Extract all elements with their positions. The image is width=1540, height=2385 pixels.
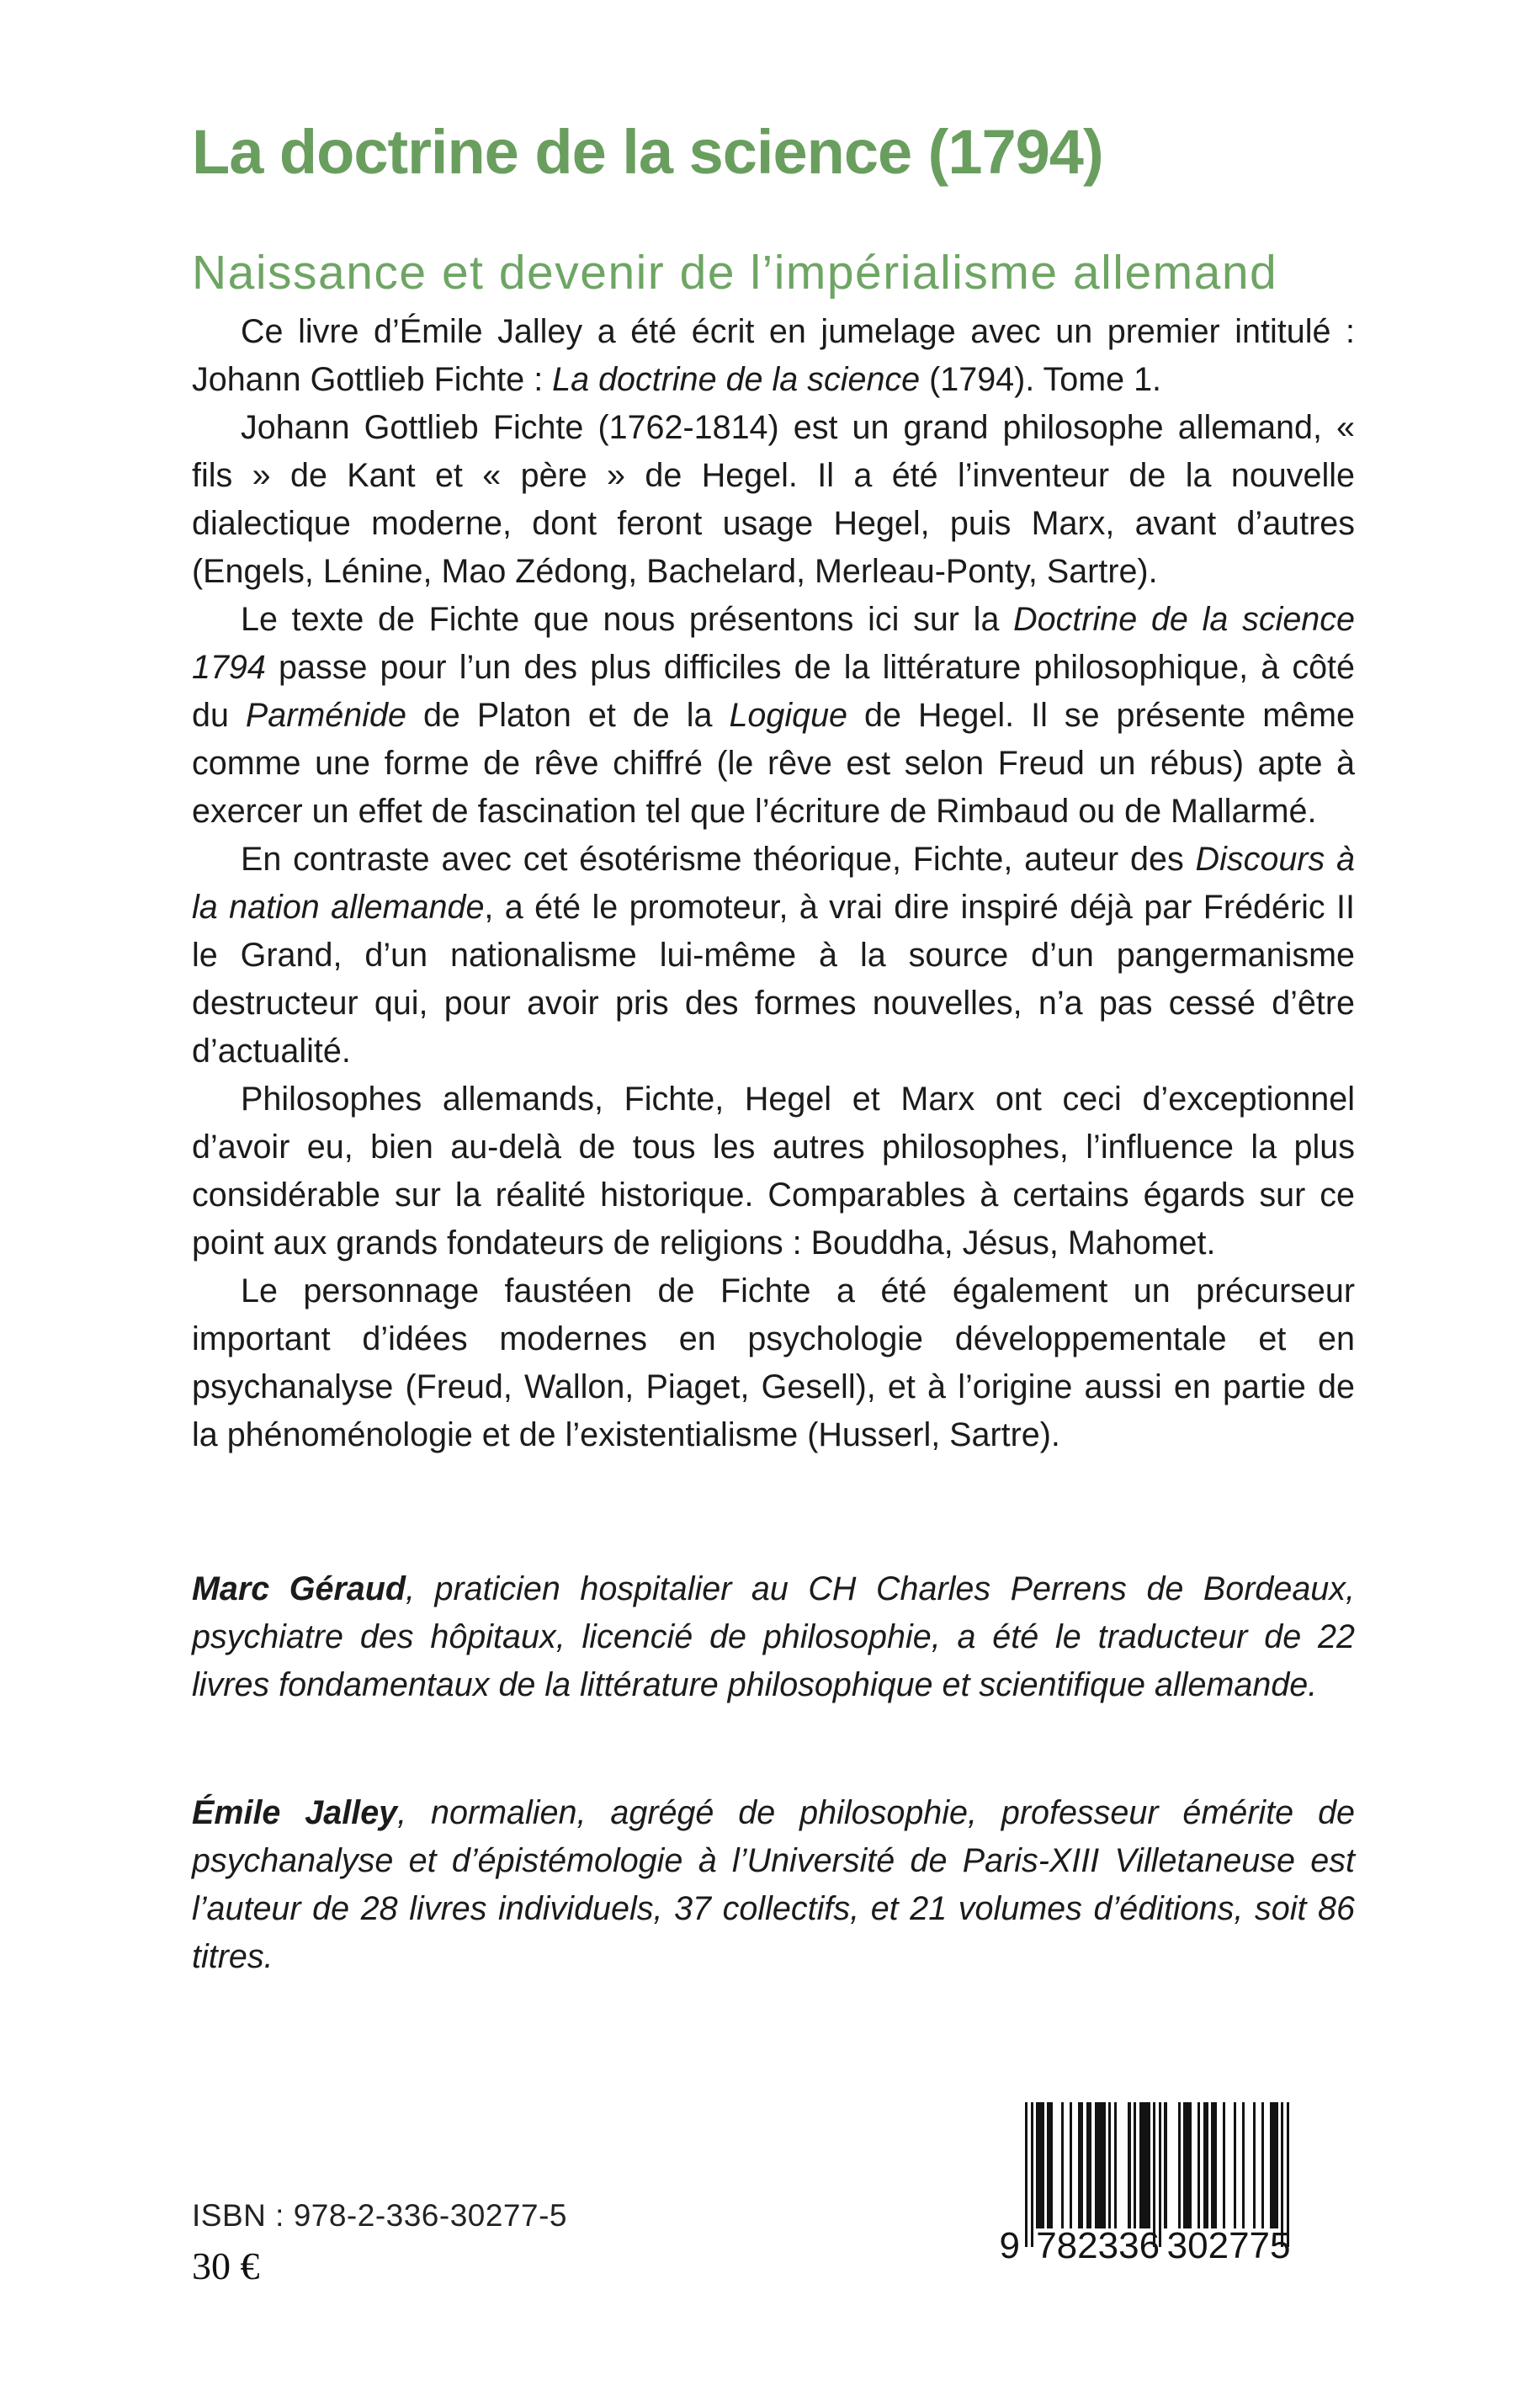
barcode-bar bbox=[1197, 2102, 1200, 2228]
barcode-digit-group-1: 7 8 2 3 3 6 bbox=[1036, 2225, 1160, 2266]
barcode-bar bbox=[1086, 2102, 1092, 2228]
barcode-bar bbox=[1223, 2102, 1225, 2228]
author-bio-emile-jalley: Émile Jalley, normalien, agrégé de philosophie, professeur émérite de psychanalyse et d’épistémologie à l’Université de Paris-XIII Villetaneuse est l’auteur de 28 livres individuels, 37 collectifs, et 21 volumes d’éditions, soit 86 titres. bbox=[192, 1793, 1356, 1975]
barcode-bar bbox=[1253, 2102, 1256, 2228]
paragraph: Philosophes allemands, Fichte, Hegel et Marx ont ceci d’exceptionnel d’avoir eu, bien au-delà de tous les autres philosophes, l’influence la plus considérable sur la réalité historique. Comparables à certains égards sur ce point aux grands fondateurs de religions : Bouddha, Jésus, Mahomet. bbox=[192, 1081, 1355, 1262]
barcode-digit-group-2: 3 0 2 7 7 5 bbox=[1166, 2225, 1291, 2266]
barcode-digits bbox=[999, 2225, 1291, 2272]
paragraph: Le personnage faustéen de Fichte a été également un précurseur important d’idées modernes en psychologie développementale et en psychanalyse (Freud, Wallon, Piaget, Gesell), et à l’origine aussi en partie de la phénoménologie et de l’existentialisme (Husserl, Sartre). bbox=[192, 1272, 1355, 1453]
paragraph: Le texte de Fichte que nous présentons ici sur la Doctrine de la science 1794 passe pour l’un des plus difficiles de la littérature philosophique, à côté du Parménide de Platon et de la Logique de Hegel. Il se présente même comme une forme de rêve chiffré (le rêve est selon Freud un rébus) apte à exercer un effet de fascination tel que l’écriture de Rimbaud ou de Mallarmé. bbox=[192, 601, 1355, 830]
barcode-bar bbox=[1270, 2102, 1278, 2228]
barcode-bar bbox=[1047, 2102, 1053, 2228]
paragraph: Ce livre d’Émile Jalley a été écrit en jumelage avec un premier intitulé : Johann Gottlieb Fichte : La doctrine de la science (1794). Tome 1. bbox=[192, 313, 1355, 398]
barcode-bar bbox=[1242, 2102, 1245, 2228]
barcode-bar bbox=[1178, 2102, 1181, 2228]
paragraph: En contraste avec cet ésotérisme théorique, Fichte, auteur des Discours à la nation allemande, a été le promoteur, à vrai dire inspiré déjà par Frédéric II le Grand, d’un nationalisme lui-même à la source d’un pangermanisme destructeur qui, pour avoir pris des formes nouvelles, n’a pas cessé d’être d’actualité. bbox=[192, 841, 1355, 1070]
barcode-bar bbox=[1036, 2102, 1044, 2228]
isbn-label: ISBN : 978-2-336-30277-5 bbox=[192, 2198, 567, 2233]
price-label: 30 € bbox=[192, 2244, 260, 2287]
book-subtitle: Naissance et devenir de l’impérialisme allemand bbox=[192, 246, 1278, 300]
barcode-bar bbox=[1128, 2102, 1130, 2228]
barcode-bar bbox=[1108, 2102, 1111, 2228]
barcode-bar bbox=[1061, 2102, 1064, 2228]
barcode bbox=[999, 2102, 1291, 2287]
barcode-bar bbox=[1095, 2102, 1106, 2228]
author-bio-marc-geraud: Marc Géraud, praticien hospitalier au CH Charles Perrens de Bordeaux, psychiatre des hôpitaux, licencié de philosophie, a été le traducteur de 22 livres fondamentaux de la littérature philosophique et scientifique allemande. bbox=[192, 1570, 1355, 1703]
book-description bbox=[192, 308, 1355, 1459]
book-title: La doctrine de la science (1794) bbox=[192, 116, 1103, 187]
barcode-digit-prefix: 9 bbox=[999, 2225, 1020, 2266]
barcode-bar bbox=[1211, 2102, 1217, 2228]
barcode-bar bbox=[1114, 2102, 1117, 2228]
barcode-bar bbox=[1134, 2102, 1136, 2228]
barcode-bar bbox=[1078, 2102, 1084, 2228]
paragraph: Johann Gottlieb Fichte (1762-1814) est un grand philosophe allemand, « fils » de Kant et « père » de Hegel. Il a été l’inventeur de la nouvelle dialectique moderne, dont feront usage Hegel, puis Marx, avant d’autres (Engels, Lénine, Mao Zédong, Bachelard, Merleau-Ponty, Sartre). bbox=[192, 409, 1355, 590]
barcode-bar bbox=[1261, 2102, 1264, 2228]
barcode-bar bbox=[1183, 2102, 1192, 2228]
barcode-bar bbox=[1234, 2102, 1236, 2228]
barcode-bar bbox=[1139, 2102, 1150, 2228]
barcode-bar bbox=[1164, 2102, 1166, 2228]
barcode-bar bbox=[1203, 2102, 1209, 2228]
barcode-bar bbox=[1070, 2102, 1072, 2228]
